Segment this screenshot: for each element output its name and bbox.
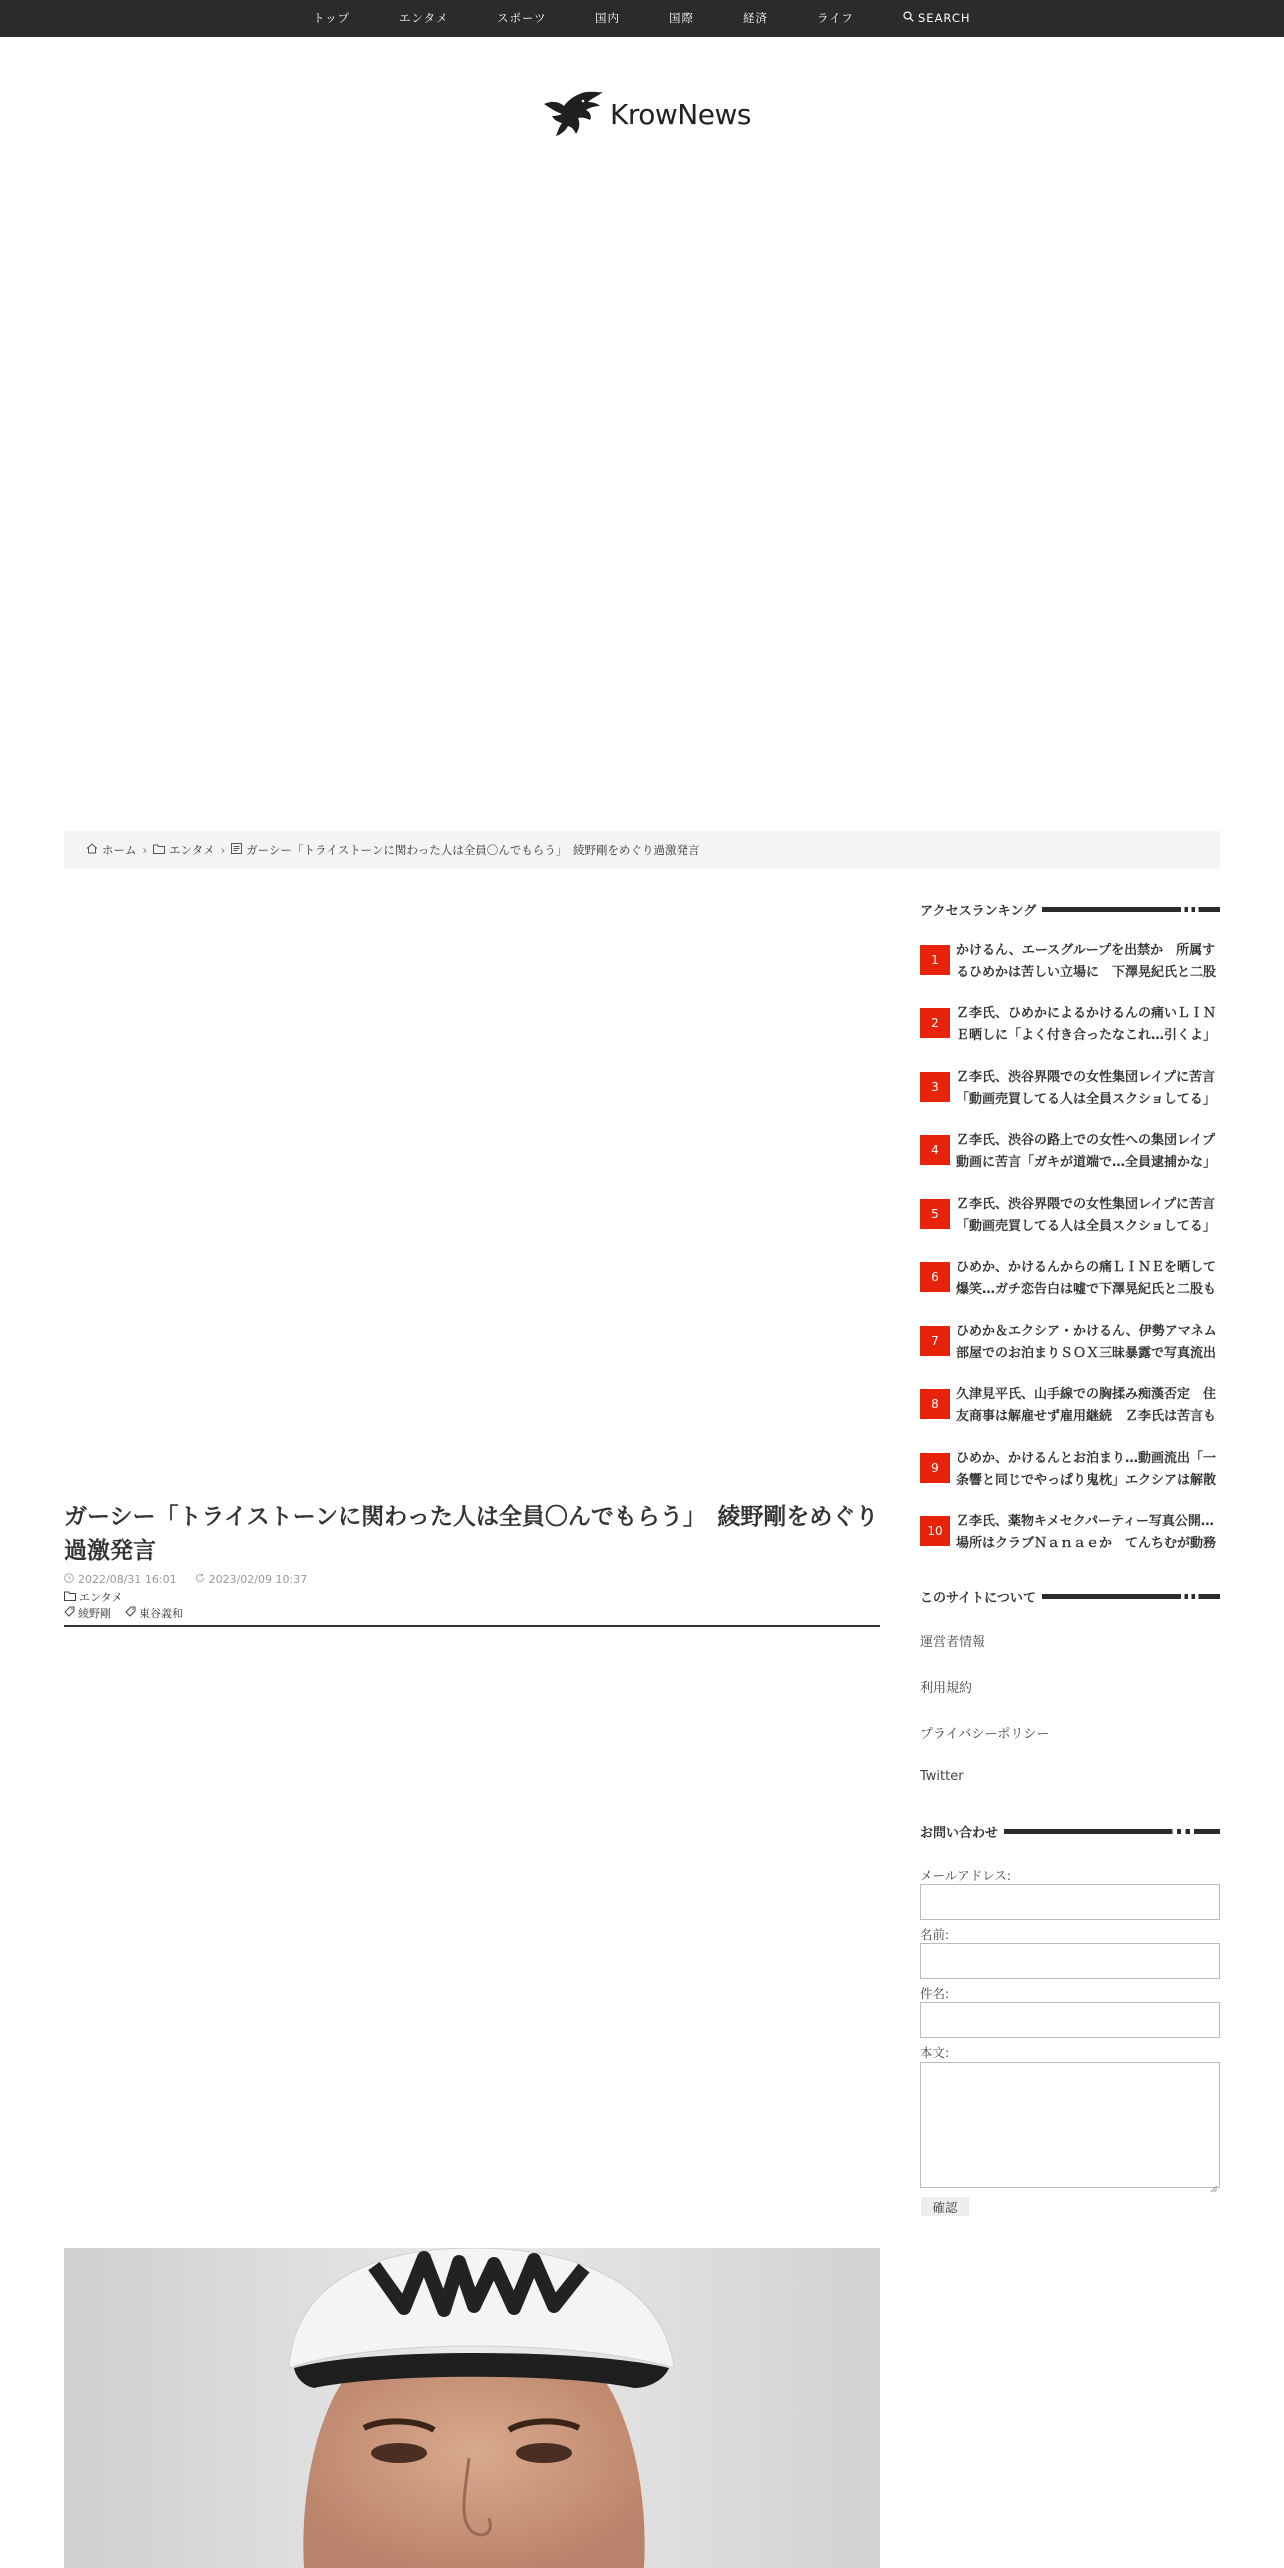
ranking-item-title: ひめか＆エクシア・かけるん、伊勢アマネム部屋でのお泊まりＳＯＸ三昧暴露で写真流出	[956, 1324, 1217, 1361]
article-title: ガーシー「トライストーンに関わった人は全員〇んでもらう」 綾野剛をめぐり過激発言	[64, 1504, 879, 1564]
published-date	[64, 1573, 177, 1586]
about-link-operator[interactable]: 運営者情報	[920, 1635, 986, 1650]
document-icon	[231, 843, 242, 857]
chevron-right-icon: ›	[220, 843, 226, 857]
nav-item-entame[interactable]: エンタメ	[399, 11, 449, 25]
breadcrumb-current	[231, 842, 699, 858]
crow-icon	[542, 90, 604, 138]
breadcrumb-home[interactable]	[86, 842, 137, 858]
tag-icon	[64, 1606, 75, 1620]
about-link-terms[interactable]: 利用規約	[920, 1681, 973, 1696]
subject-label: 件名:	[920, 1986, 950, 2001]
updated-date	[195, 1573, 308, 1586]
nav-item-top[interactable]: トップ	[313, 11, 351, 25]
rank-badge: 6	[920, 1262, 950, 1292]
ranking-item[interactable]	[920, 940, 1220, 984]
ranking-item[interactable]	[920, 1003, 1220, 1047]
ranking-item-title: Ｚ李氏、渋谷の路上での女性への集団レイプ動画に苦言「ガキが道端で…全員逮捕かな」	[956, 1133, 1217, 1170]
ranking-item[interactable]	[920, 1067, 1220, 1111]
top-nav	[0, 0, 1284, 37]
subject-field[interactable]	[920, 2002, 1220, 2038]
ranking-item-title: ひめか、かけるんとお泊まり…動画流出「一条響と同じでやっぱり鬼枕」エクシアは解散	[956, 1451, 1217, 1488]
refresh-icon	[195, 1573, 205, 1586]
updated-date-text: 2023/02/09 10:37	[208, 1573, 308, 1586]
breadcrumb	[64, 831, 1220, 869]
rank-badge: 2	[920, 1008, 950, 1038]
folder-icon	[64, 1591, 76, 1604]
ranking-heading-text: アクセスランキング	[920, 903, 1037, 919]
heading-decoration	[1004, 1829, 1220, 1834]
body-textarea[interactable]	[920, 2062, 1220, 2188]
ranking-item-title: 久津見平氏、山手線での胸揉み痴漢否定 住友商事は解雇せず雇用継続 Ｚ李氏は苦言も	[956, 1387, 1217, 1424]
email-field[interactable]	[920, 1884, 1220, 1920]
nav-search-button[interactable]	[903, 0, 971, 37]
ranking-item-title: Ｚ李氏、渋谷界隈での女性集団レイプに苦言「動画売買してる人は全員スクショしてる」	[956, 1197, 1216, 1234]
folder-icon	[153, 843, 165, 857]
rank-badge: 10	[920, 1516, 950, 1546]
rank-badge: 7	[920, 1326, 950, 1356]
heading-decoration	[1042, 1594, 1220, 1599]
ranking-item[interactable]	[920, 1448, 1220, 1492]
ranking-item-title: Ｚ李氏、渋谷界隈での女性集団レイプに苦言「動画売買してる人は全員スクショしてる」	[956, 1070, 1216, 1107]
heading-decoration	[1042, 907, 1220, 912]
ranking-item-title: かけるん、エースグループを出禁か 所属するひめかは苦しい立場に 下澤晃紀氏と二股	[956, 943, 1217, 980]
ranking-item-title: Ｚ李氏、薬物キメセクパーティー写真公開…場所はクラブＮａｎａｅか てんちむが動務	[956, 1514, 1217, 1551]
email-label: メールアドレス:	[920, 1868, 1012, 1883]
ranking-heading	[920, 898, 1220, 920]
breadcrumb-home-label: ホーム	[102, 843, 137, 857]
ranking-item[interactable]	[920, 1511, 1220, 1555]
tag-link[interactable]	[125, 1605, 183, 1621]
chevron-right-icon: ›	[142, 843, 148, 857]
nav-item-life[interactable]: ライフ	[817, 11, 854, 25]
rank-badge: 1	[920, 945, 950, 975]
about-heading-text: このサイトについて	[920, 1590, 1036, 1606]
breadcrumb-current-label: ガーシー「トライストーンに関わった人は全員〇んでもらう」 綾野剛をめぐり過激発言	[246, 843, 700, 857]
tag-link[interactable]	[64, 1605, 111, 1621]
contact-heading-text: お問い合わせ	[920, 1825, 999, 1841]
nav-item-international[interactable]: 国際	[669, 11, 694, 25]
search-label: SEARCH	[918, 11, 971, 25]
tag-icon	[125, 1606, 136, 1620]
title-divider	[64, 1625, 880, 1627]
article-category-label: エンタメ	[79, 1591, 123, 1604]
home-icon	[86, 843, 98, 857]
breadcrumb-category[interactable]	[153, 842, 215, 858]
nav-item-economy[interactable]: 経済	[743, 11, 768, 25]
clock-icon	[64, 1573, 74, 1586]
logo-text: KrowNews	[610, 97, 751, 131]
ranking-item[interactable]	[920, 1257, 1220, 1301]
rank-badge: 3	[920, 1072, 950, 1102]
about-heading	[920, 1585, 1220, 1607]
ranking-item-title: Ｚ李氏、ひめかによるかけるんの痛いＬＩＮＥ晒しに「よく付き合ったなこれ…引くよ」	[956, 1006, 1217, 1043]
rank-badge: 4	[920, 1135, 950, 1165]
rank-badge: 9	[920, 1453, 950, 1483]
nav-item-domestic[interactable]: 国内	[595, 11, 620, 25]
ranking-item-title: ひめか、かけるんからの痛ＬＩＮＥを晒して爆笑…ガチ恋告白は嘘で下澤晃紀氏と二股も	[956, 1260, 1217, 1297]
article-tags	[64, 1605, 197, 1621]
site-logo[interactable]	[542, 88, 751, 140]
confirm-button[interactable]: 確認	[921, 2197, 969, 2216]
rank-badge: 5	[920, 1199, 950, 1229]
breadcrumb-category-label: エンタメ	[169, 843, 215, 857]
published-date-text: 2022/08/31 16:01	[78, 1573, 177, 1586]
rank-badge: 8	[920, 1389, 950, 1419]
tag-label: 綾野剛	[78, 1607, 111, 1620]
ranking-item[interactable]	[920, 1130, 1220, 1174]
search-icon	[903, 0, 914, 37]
contact-heading	[920, 1820, 1220, 1842]
ranking-item[interactable]	[920, 1194, 1220, 1238]
resize-grip-icon[interactable]	[1210, 2178, 1218, 2186]
tag-label: 東谷義和	[139, 1607, 183, 1620]
about-link-twitter[interactable]: Twitter	[920, 1769, 964, 1784]
ranking-item[interactable]	[920, 1321, 1220, 1365]
name-label: 名前:	[920, 1927, 950, 1942]
article-category[interactable]	[64, 1589, 123, 1605]
body-label: 本文:	[920, 2045, 950, 2060]
ranking-item[interactable]	[920, 1384, 1220, 1428]
about-link-privacy[interactable]: プライバシーポリシー	[920, 1727, 1050, 1742]
nav-item-sports[interactable]: スポーツ	[497, 11, 547, 25]
name-field[interactable]	[920, 1943, 1220, 1979]
article-meta	[64, 1573, 325, 1586]
article-photo	[64, 2248, 880, 2568]
